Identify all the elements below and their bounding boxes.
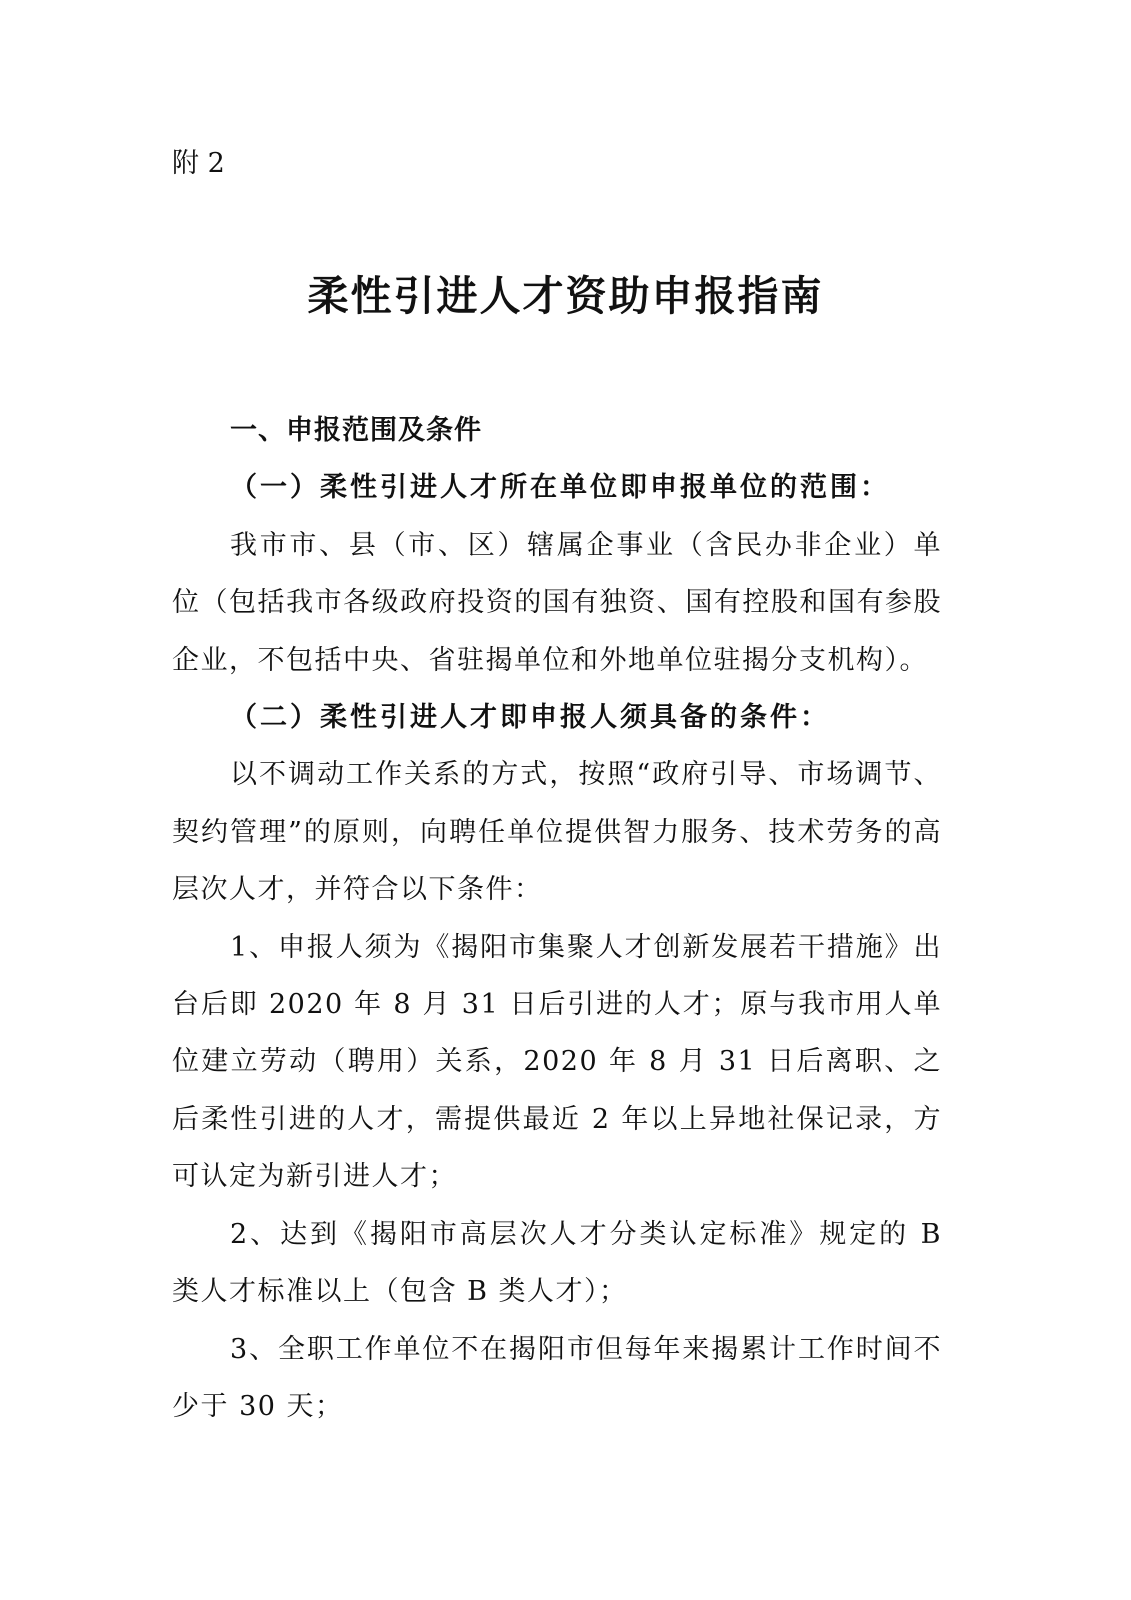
document-body — [172, 402, 942, 1435]
document-title: 柔性引进人才资助申报指南 — [307, 272, 824, 320]
paragraph: 我市市、县（市、区）辖属企事业（含民办非企业）单位（包括我市各级政府投资的国有独资、国有控股和国有参股企业，不包括中央、省驻揭单位和外地单位驻揭分支机构）。 — [172, 529, 942, 676]
list-item: 3、全职工作单位不在揭阳市但每年来揭累计工作时间不少于 30 天； — [172, 1333, 942, 1422]
paragraph: 以不调动工作关系的方式，按照“政府引导、市场调节、契约管理”的原则，向聘任单位提供智力服务、技术劳务的高层次人才，并符合以下条件： — [172, 759, 942, 906]
list-item: 1、申报人须为《揭阳市集聚人才创新发展若干措施》出台后即 2020 年 8 月 31 日后引进的人才；原与我市用人单位建立劳动（聘用）关系，2020 年 8 月 31 日后离职、之后柔性引进的人才，需提供最近 2 年以上异地社保记录，方可认定为新引进人才； — [172, 931, 942, 1193]
section-heading: 一、申报范围及条件 — [230, 415, 482, 446]
list-item: 2、达到《揭阳市高层次人才分类认定标准》规定的 B 类人才标准以上（包含 B 类人才）； — [172, 1218, 942, 1308]
attachment-label: 附 2 — [172, 148, 225, 179]
subsection-heading: （二）柔性引进人才即申报人须具备的条件： — [230, 702, 830, 734]
subsection-heading: （一）柔性引进人才所在单位即申报单位的范围： — [230, 472, 890, 504]
